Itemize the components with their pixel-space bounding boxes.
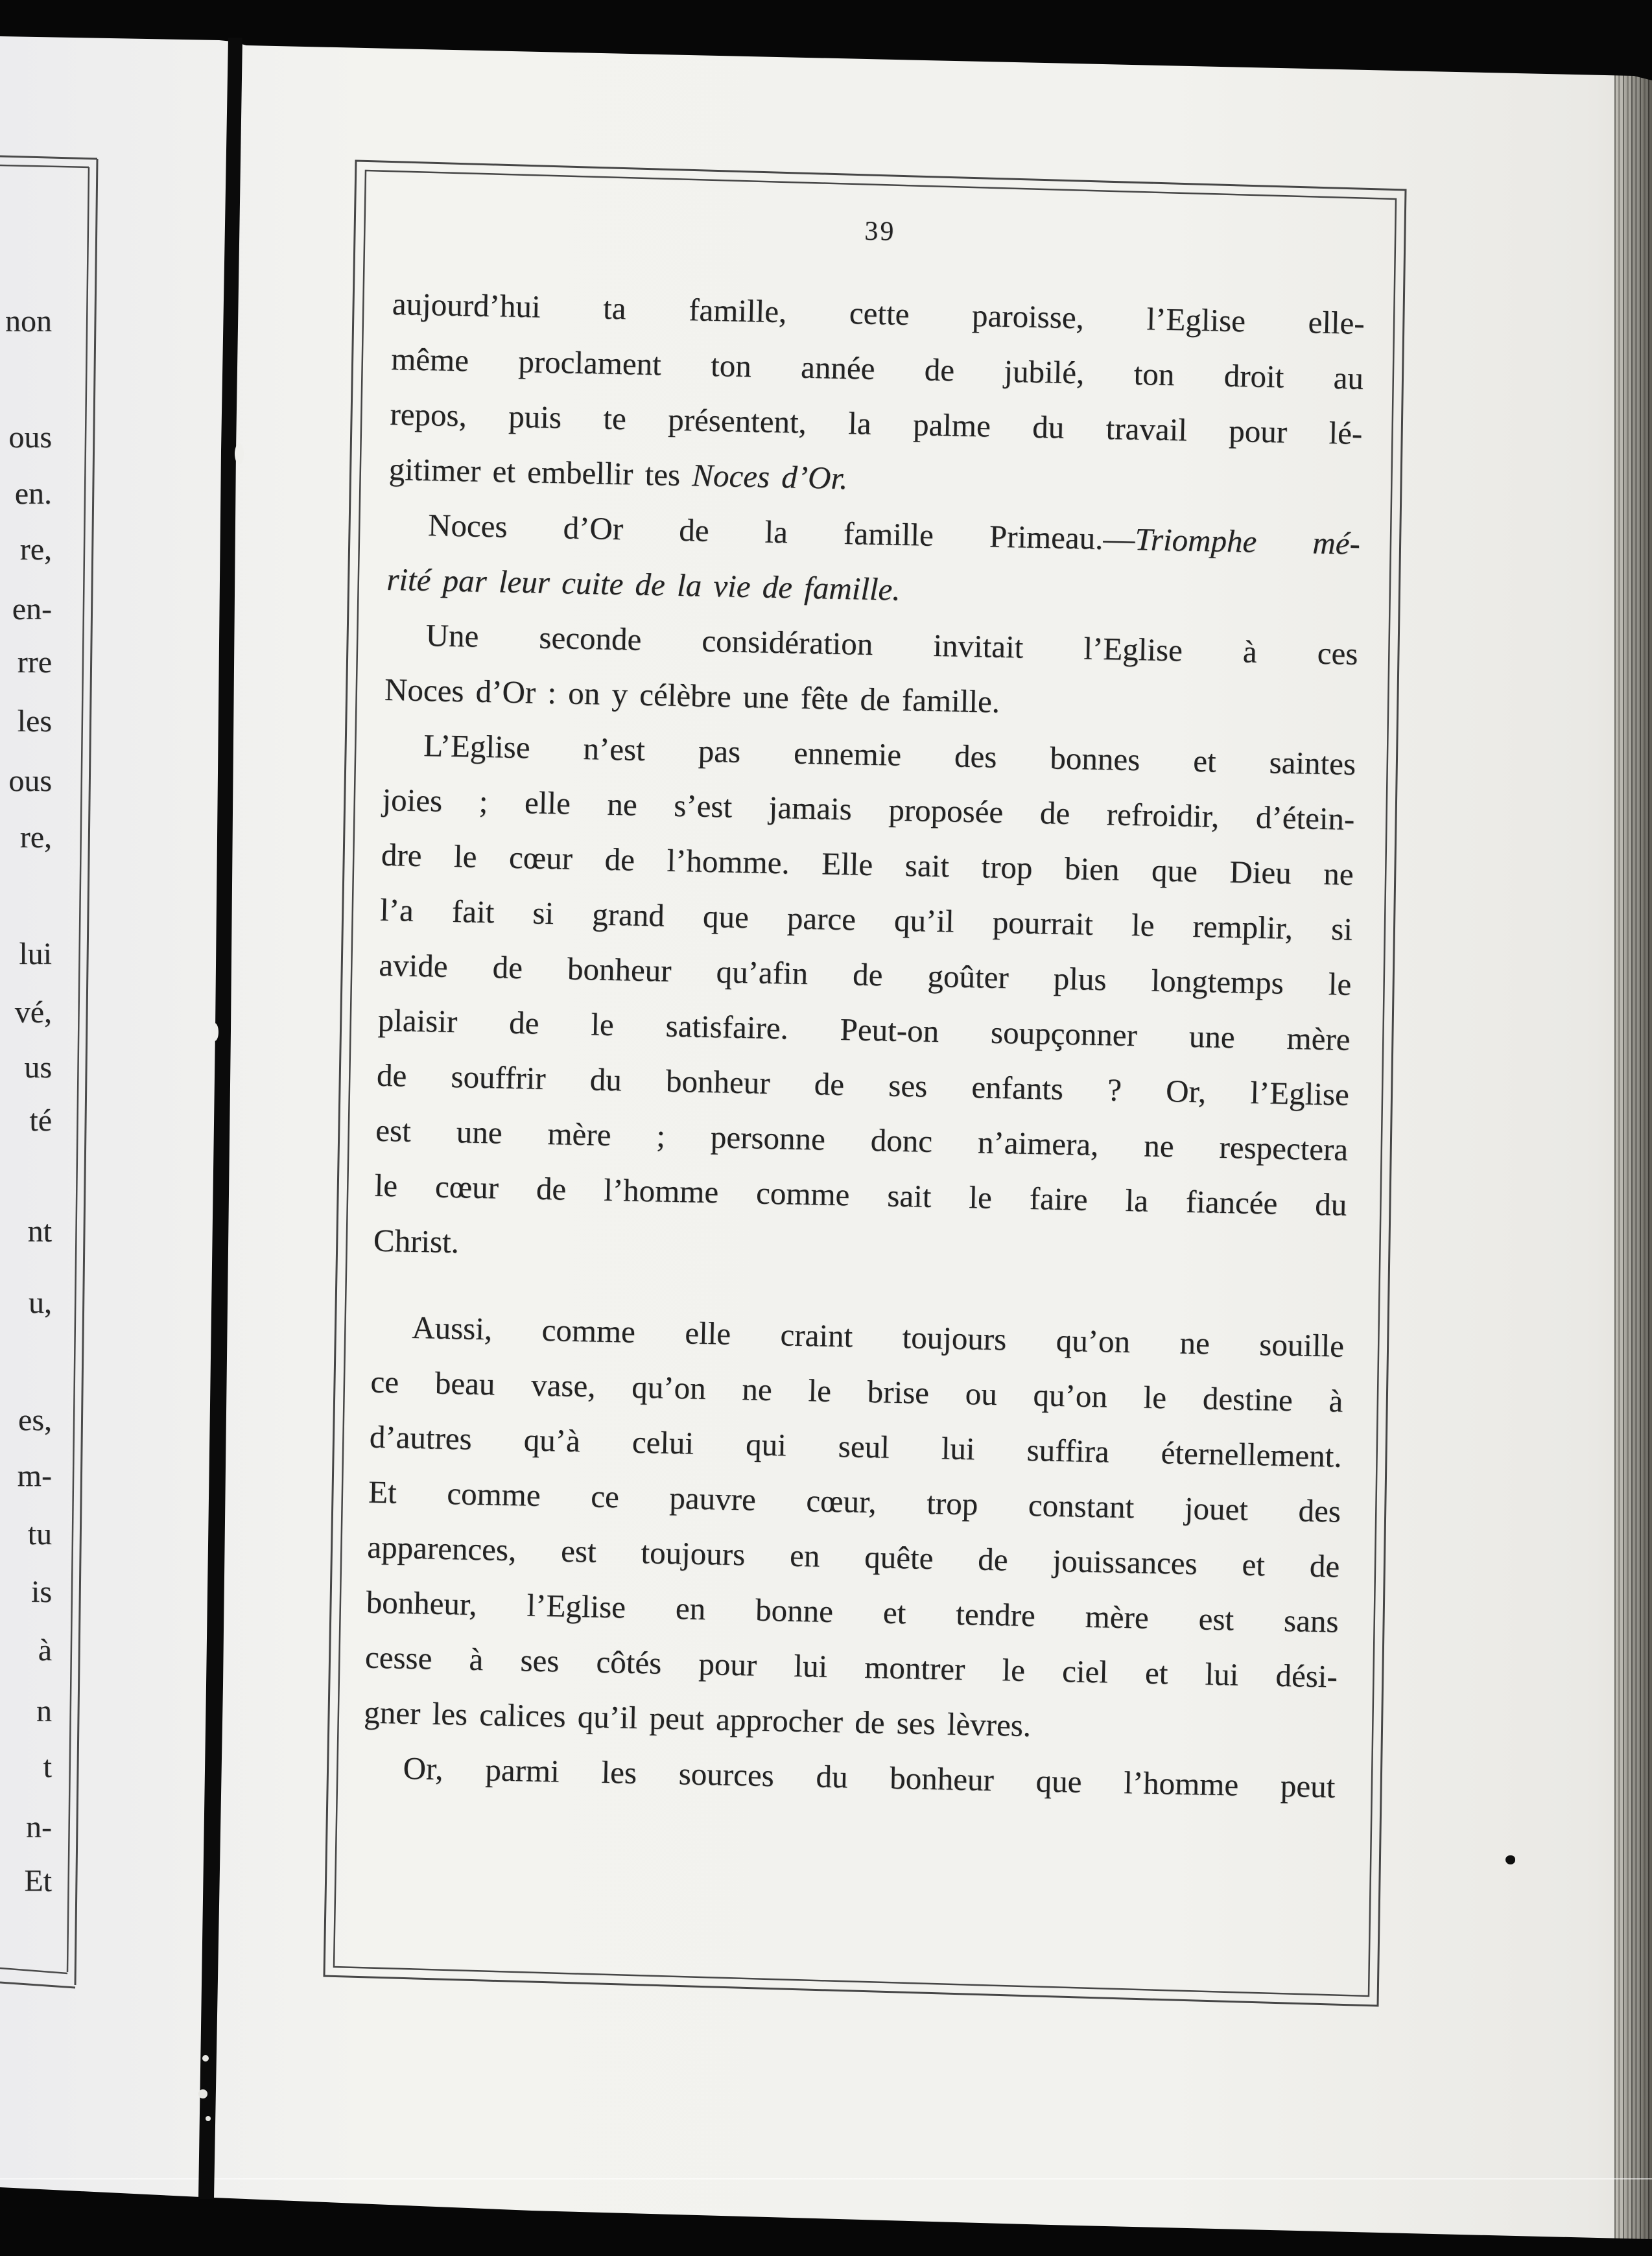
left-page-word-fragment: non (5, 304, 52, 338)
bottom-scanner-band (0, 2187, 1652, 2256)
text-segment: Noces d’Or : on y célèbre une fête de famille. (384, 671, 1000, 720)
gutter-speckle (198, 2089, 207, 2098)
text-segment: est une mère ; personne donc n’aimera, ne respectera (375, 1112, 1349, 1168)
left-page-word-fragment: lui (19, 937, 52, 971)
left-page-word-fragment: re, (19, 532, 52, 567)
left-page-word-fragment: nt (27, 1214, 52, 1249)
left-page-word-fragment: n- (26, 1810, 52, 1844)
text-segment: aujourd’hui ta famille, cette paroisse, l’Eglise elle- (392, 285, 1365, 342)
text-segment: Aussi, comme elle craint toujours qu’on ne souille (411, 1309, 1345, 1364)
text-segment: L’Eglise n’est pas ennemie des bonnes et saintes (423, 727, 1356, 782)
body-text (362, 276, 1365, 1815)
text-segment: Christ. (373, 1222, 460, 1260)
left-page-word-fragment: à (38, 1633, 52, 1667)
left-page-word-fragment: tu (27, 1517, 52, 1551)
left-page-word-fragment: u, (29, 1286, 52, 1320)
left-page-word-fragment: rre (17, 645, 52, 679)
left-page-word-fragment: es, (18, 1403, 52, 1437)
gutter-speckle (206, 2116, 211, 2121)
text-segment: d’autres qu’à celui qui seul lui suffira éternellement. (369, 1418, 1343, 1474)
text-segment: ce beau vase, qu’on ne le brise ou qu’on le destine à (370, 1363, 1343, 1419)
italic-text-segment: rité par leur cuite de la vie de famille. (386, 561, 901, 607)
main-page-text (362, 206, 1367, 1815)
left-page-word-fragment: is (30, 1575, 52, 1609)
gutter-highlight (211, 1023, 218, 1041)
left-page-word-fragment: m- (17, 1459, 52, 1493)
text-segment: cesse à ses côtés pour lui montrer le ciel et lui dési- (364, 1639, 1338, 1695)
left-page-word-fragment: vé, (14, 995, 52, 1029)
left-page-word-fragment: té (29, 1103, 52, 1138)
gutter-speckle (202, 2055, 209, 2062)
left-page-fragments (0, 0, 60, 2256)
text-segment: dre le cœur de l’homme. Elle sait trop bien que Dieu ne (381, 836, 1354, 892)
text-segment: Noces d’Or de la famille Primeau.— (427, 507, 1136, 558)
text-segment: repos, puis te présentent, la palme du travail pour lé- (390, 395, 1363, 452)
text-segment: bonheur, l’Eglise en bonne et tendre mère est sans (366, 1584, 1339, 1639)
text-segment: l’a fait si grand que parce qu’il pourrait le remplir, si (379, 891, 1353, 947)
ink-speck (1505, 1855, 1515, 1864)
text-segment: plaisir de le satisfaire. Peut-on soupçonner une mère (377, 1002, 1351, 1057)
left-page-word-fragment: ous (8, 764, 52, 798)
book-gutter-shadow (198, 38, 242, 2199)
left-page-word-fragment: Et (24, 1864, 52, 1898)
left-page-word-fragment: les (17, 704, 52, 738)
left-page-word-fragment: us (24, 1050, 52, 1085)
top-scanner-band (0, 0, 1652, 80)
italic-text-segment: Triomphe mé- (1134, 521, 1361, 562)
left-page-word-fragment: ous (8, 420, 52, 454)
italic-text-segment: Noces d’Or. (691, 457, 848, 497)
text-segment: avide de bonheur qu’afin de goûter plus longtemps le (378, 946, 1352, 1002)
left-page-word-fragment: en- (12, 592, 52, 626)
text-segment: gner les calices qu’il peut approcher de ses lèvres. (363, 1694, 1032, 1744)
left-page-word-fragment: t (43, 1750, 52, 1784)
text-segment: apparences, est toujours en quête de jouissances et de (366, 1529, 1340, 1584)
left-page-word-fragment: n (36, 1694, 52, 1728)
gutter-highlight (235, 443, 244, 464)
text-segment: Et comme ce pauvre cœur, trop constant jouet des (368, 1474, 1341, 1529)
text-segment: Une seconde considération invitait l’Eglise à ces (425, 617, 1358, 672)
text-segment: joies ; elle ne s’est jamais proposée de refroidir, d’étein- (382, 781, 1355, 837)
page-number: 39 (864, 216, 896, 247)
left-page-word-fragment: re, (19, 820, 52, 854)
left-page-word-fragment: en. (14, 476, 52, 511)
text-segment: de souffrir du bonheur de ses enfants ? Or, l’Eglise (376, 1057, 1350, 1112)
scanner-artifact-line (0, 2178, 1652, 2180)
text-segment: Or, parmi les sources du bonheur que l’homme peut (403, 1750, 1336, 1805)
text-segment: gitimer et embellir tes (388, 451, 692, 493)
text-segment: le cœur de l’homme comme sait le faire la fiancée du (374, 1167, 1347, 1223)
text-segment: même proclament ton année de jubilé, ton droit au (390, 340, 1364, 397)
page-edge-texture (1614, 36, 1652, 2243)
